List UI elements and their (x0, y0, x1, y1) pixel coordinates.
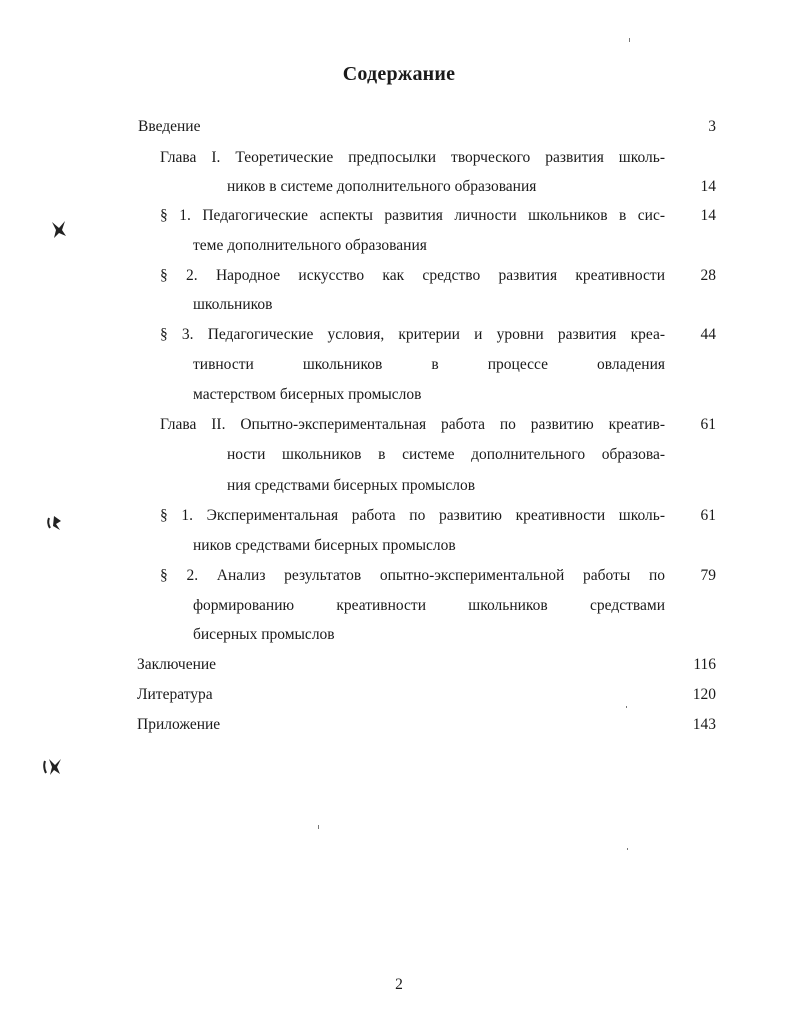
toc-section-1-3-line-1: § 3. Педагогические условия, критерии и уровни развития креа- (160, 326, 665, 343)
toc-chapter-1-page: 14 (700, 178, 716, 195)
toc-section-1-2-page: 28 (700, 267, 716, 284)
toc-section-1-3-line-3: мастерством бисерных промыслов (193, 386, 422, 403)
scan-speck (627, 848, 628, 850)
toc-chapter-1-line-2: ников в системе дополнительного образования (227, 178, 537, 195)
toc-section-2-1-line-2: ников средствами бисерных промыслов (193, 537, 456, 554)
toc-entry-appendix-label: Приложение (137, 716, 221, 733)
scan-speck (629, 38, 630, 42)
toc-section-2-1-line-1: § 1. Экспериментальная работа по развитию креативности школь- (160, 507, 665, 524)
toc-section-1-3-page: 44 (700, 326, 716, 343)
toc-entry-conclusion-page: 116 (693, 656, 716, 673)
toc-section-1-1-page: 14 (700, 207, 716, 224)
toc-chapter-2-line-3: ния средствами бисерных промыслов (227, 477, 476, 494)
binder-hole-mark-icon (40, 755, 66, 779)
binder-hole-mark-icon (44, 512, 66, 534)
scan-speck (318, 825, 319, 829)
toc-section-1-3-line-2: тивности школьников в процессе овладения (193, 356, 665, 373)
toc-section-1-1-line-1: § 1. Педагогические аспекты развития личности школьников в сис- (160, 207, 665, 224)
toc-entry-literature-page: 120 (692, 686, 716, 703)
toc-entry-conclusion-label: Заключение (137, 656, 217, 673)
binder-hole-mark-icon (48, 218, 70, 240)
toc-chapter-2-line-2: ности школьников в системе дополнительного образова- (227, 446, 665, 463)
page-title: Содержание (342, 63, 456, 85)
toc-entry-literature-label: Литература (137, 686, 213, 703)
toc-entry-appendix-page: 143 (692, 716, 716, 733)
toc-chapter-1-line-1: Глава I. Теоретические предпосылки творческого развития школь- (160, 149, 665, 166)
toc-section-1-1-line-2: теме дополнительного образования (193, 237, 427, 254)
toc-section-2-1-page: 61 (700, 507, 716, 524)
toc-section-2-2-line-3: бисерных промыслов (193, 626, 335, 643)
toc-section-1-2-line-2: школьников (193, 296, 273, 313)
scan-speck (626, 706, 627, 708)
toc-section-2-2-page: 79 (700, 567, 716, 584)
toc-entry-intro-page: 3 (708, 118, 716, 135)
page-number: 2 (395, 976, 403, 993)
toc-chapter-2-line-1: Глава II. Опытно-экспериментальная работа по развитию креатив- (160, 416, 665, 433)
toc-chapter-2-page: 61 (700, 416, 716, 433)
toc-section-2-2-line-2: формированию креативности школьников средствами (193, 597, 665, 614)
toc-section-2-2-line-1: § 2. Анализ результатов опытно-экспериментальной работы по (160, 567, 665, 584)
toc-section-1-2-line-1: § 2. Народное искусство как средство развития креативности (160, 267, 665, 284)
toc-entry-intro-label: Введение (138, 118, 201, 135)
